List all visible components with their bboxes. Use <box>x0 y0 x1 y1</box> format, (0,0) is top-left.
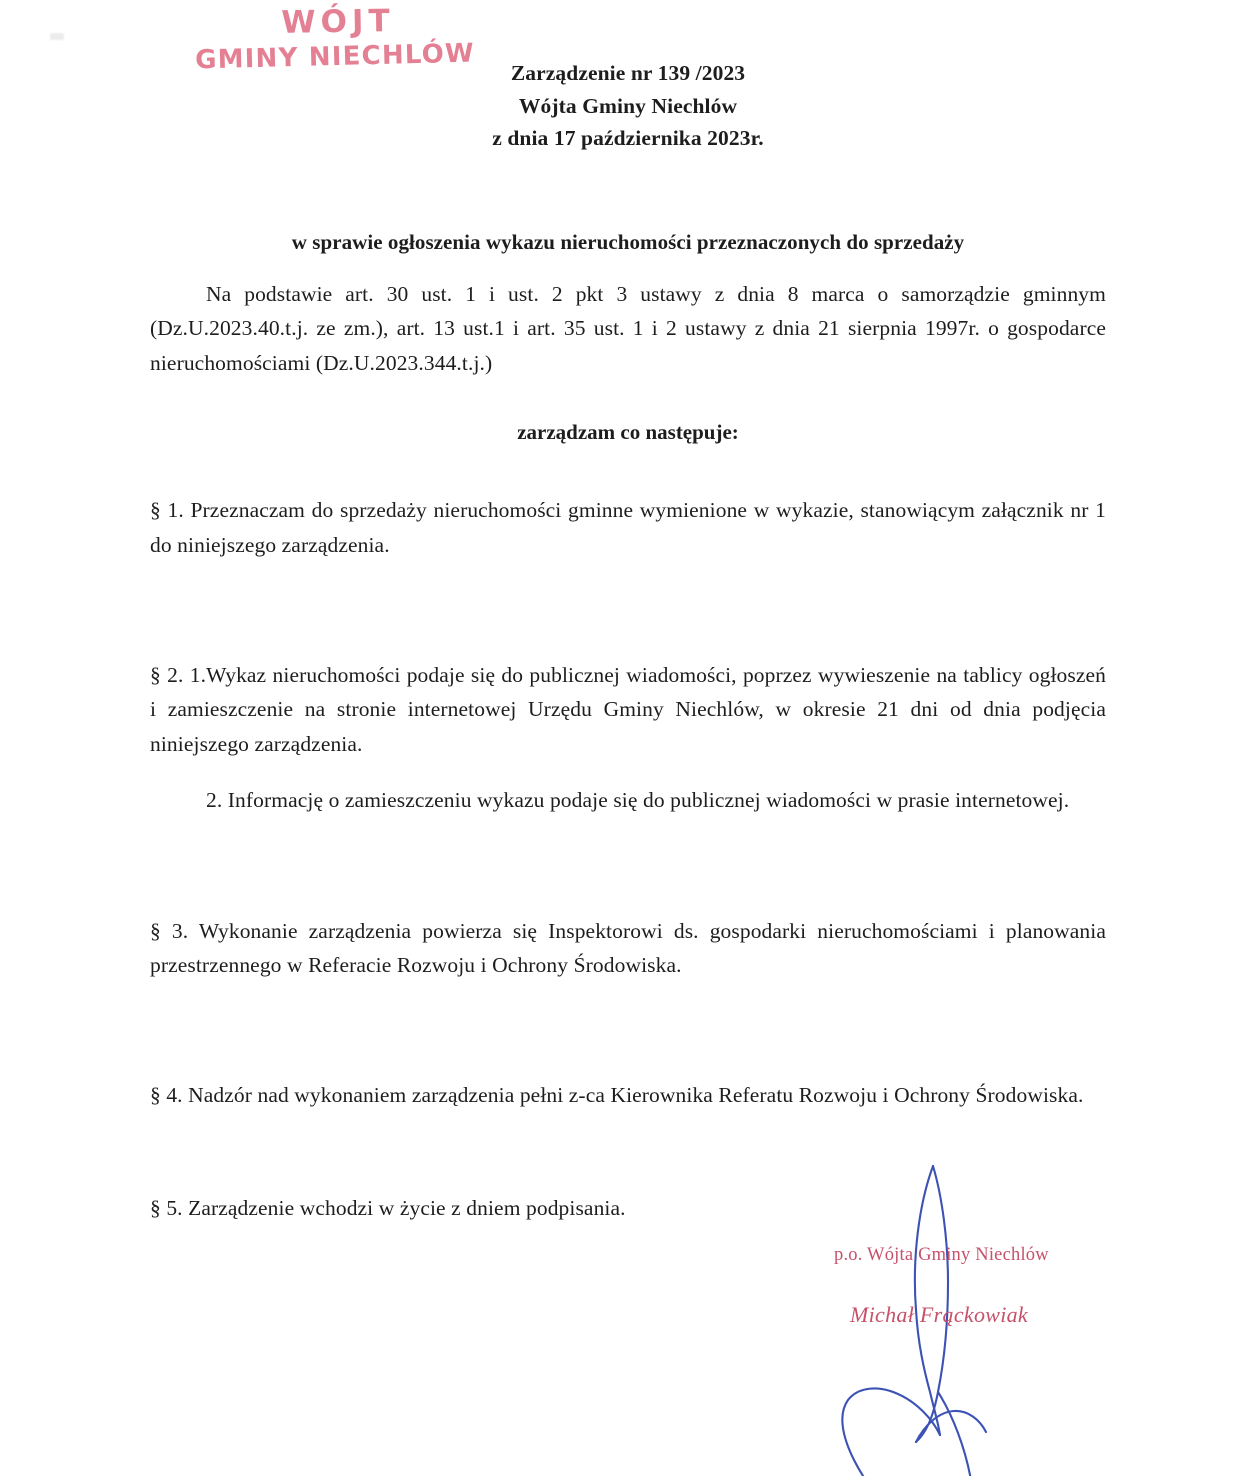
signature-name: Michał Frąckowiak <box>850 1302 1028 1327</box>
legal-basis-paragraph: Na podstawie art. 30 ust. 1 i ust. 2 pkt 3 ustawy z dnia 8 marca o samorządzie gminnym (Dz.U.2023.40.t.j. ze zm.), art. 13 ust.1 i art. 35 ust. 1 i 2 ustawy z dnia 21 sierpnia 1997r. o gospodarce nieruchomościami (Dz.U.2023.344.t.j.) <box>150 282 1106 375</box>
spacer <box>150 562 1106 636</box>
title-line-number: Zarządzenie nr 139 /2023 <box>510 61 746 85</box>
title-line-authority: Wójta Gminy Niechlów <box>518 93 738 118</box>
section-2-item-2: 2. Informację o zamieszczeniu wykazu podaje się do publicznej wiadomości w prasie internetowej. <box>206 788 1070 813</box>
spacer <box>150 1113 1106 1169</box>
signature-block <box>834 1245 1134 1328</box>
office-stamp-line2: GMINY NIECHLÓW <box>194 38 476 75</box>
scan-artifact-speck <box>50 33 64 40</box>
spacer <box>150 818 1106 892</box>
section-3: § 3. Wykonanie zarządzenia powierza się Inspektorowi ds. gospodarki nieruchomościami i planowania przestrzennego w Referacie Rozwoju i Ochrony Środowiska. <box>150 918 1106 977</box>
section-4: § 4. Nadzór nad wykonaniem zarządzenia pełni z-ca Kierownika Referatu Rozwoju i Ochrony Środowiska. <box>150 1083 1084 1108</box>
signature-role: p.o. Wójta Gminy Niechlów <box>834 1245 1049 1265</box>
title-line-date: z dnia 17 października 2023r. <box>492 126 764 151</box>
office-stamp-line1: WÓJT <box>281 3 395 41</box>
order-heading: zarządzam co następuje: <box>517 420 739 445</box>
spacer <box>150 445 1106 471</box>
section-5: § 5. Zarządzenie wchodzi w życie z dniem podpisania. <box>150 1195 626 1220</box>
document-title <box>150 57 1106 155</box>
spacer <box>150 982 1106 1056</box>
section-2-item-1: § 2. 1.Wykaz nieruchomości podaje się do publicznej wiadomości, poprzez wywieszenie na tablicy ogłoszeń i zamieszczenie na stronie internetowej Urzędu Gminy Niechlów, w okresie 21 dni od dnia podjęcia niniejszego zarządzenia. <box>150 662 1106 756</box>
section-1: § 1. Przeznaczam do sprzedaży nieruchomości gminne wymienione w wykazie, stanowiącym załącznik nr 1 do niniejszego zarządzenia. <box>150 498 1106 557</box>
document-body <box>150 0 1106 1225</box>
document-subject: w sprawie ogłoszenia wykazu nieruchomości przeznaczonych do sprzedaży <box>291 230 965 255</box>
